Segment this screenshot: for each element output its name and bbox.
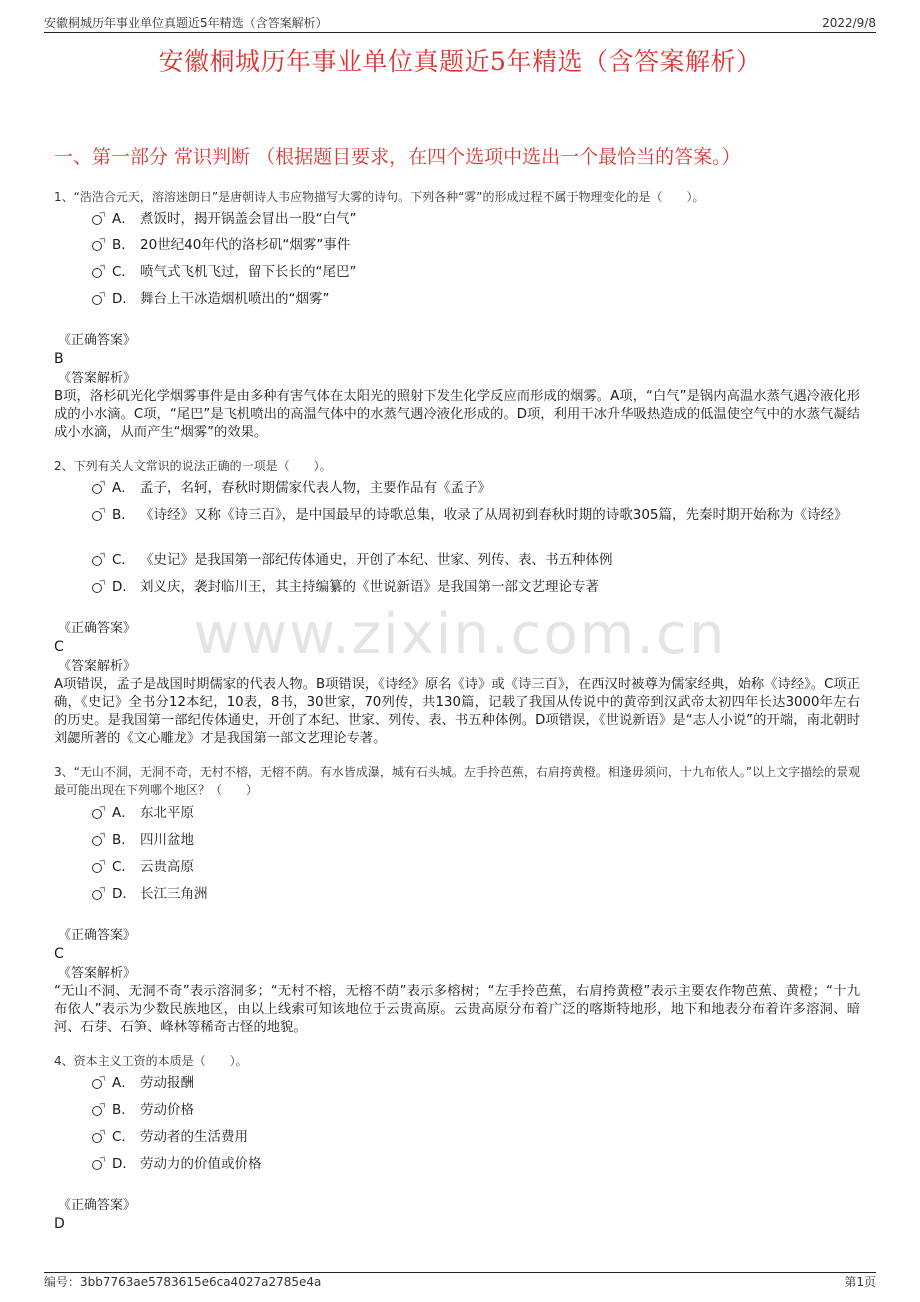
header-date: 2022/9/8 [822, 16, 876, 30]
question-1-answer: B [54, 351, 64, 367]
option-text: 舞台上干冰造烟机喷出的“烟雾” [140, 291, 330, 307]
footer-doc-id: 编号：3bb7763ae5783615e6ca4027a2785e4a [44, 1275, 322, 1289]
question-2-option-d[interactable] [92, 576, 872, 598]
option-letter: B． [112, 507, 135, 523]
analysis-label: 《答案解析》 [58, 659, 137, 674]
option-text: 劳动力的价值或价格 [140, 1156, 262, 1172]
radio-icon[interactable] [92, 511, 102, 521]
option-text: 长江三角洲 [140, 886, 208, 902]
option-letter: D． [112, 886, 136, 902]
question-2-text: 2、下列有关人文常识的说法正确的一项是（ ）。 [54, 459, 332, 473]
option-letter: C． [112, 1129, 135, 1145]
option-text: 云贵高原 [140, 859, 194, 875]
answer-label: 《正确答案》 [58, 928, 137, 943]
option-letter: B． [112, 832, 135, 848]
option-text: 劳动价格 [140, 1102, 194, 1118]
question-3-answer: C [54, 946, 64, 962]
question-3-analysis: “无山不洞、无洞不奇”表示溶洞多；“无村不榕，无榕不荫”表示多榕树；“左手拎芭蕉，右肩挎黄橙”表示主要农作物芭蕉、黄橙；“十九布依人”表示为少数民族地区，由以上线索可知该地位于云贵高原。云贵高原分布着广泛的喀斯特地形，地下和地表分布着许多溶洞、暗河、石芽、石笋、峰林等稀奇古怪的地貌。 [54, 984, 860, 1035]
option-text: 四川盆地 [140, 832, 194, 848]
option-letter: A． [112, 480, 135, 496]
analysis-label: 《答案解析》 [58, 966, 137, 981]
radio-icon[interactable] [92, 295, 102, 305]
watermark: www.zixin.com.cn [193, 602, 727, 667]
option-letter: A． [112, 805, 135, 821]
question-3-option-b[interactable] [92, 829, 872, 851]
question-2-option-b[interactable] [92, 504, 870, 526]
question-1-option-a[interactable] [92, 208, 872, 230]
option-text: 东北平原 [140, 805, 194, 821]
document-title: 安徽桐城历年事业单位真题近5年精选（含答案解析） [158, 47, 762, 76]
option-letter: B． [112, 1102, 135, 1118]
question-4-option-a[interactable] [92, 1072, 872, 1094]
radio-icon[interactable] [92, 241, 102, 251]
analysis-label: 《答案解析》 [58, 371, 137, 386]
radio-icon[interactable] [92, 890, 102, 900]
radio-icon[interactable] [92, 215, 102, 225]
option-text: 喷气式飞机飞过，留下长长的“尾巴” [140, 264, 357, 280]
option-text: 《诗经》又称《诗三百》，是中国最早的诗歌总集，收录了从周初到春秋时期的诗歌305篇，先秦时期开始称为《诗经》 [140, 507, 848, 523]
question-2-answer: C [54, 639, 64, 655]
option-text: 煮饭时，揭开锅盖会冒出一股“白气” [140, 211, 357, 227]
option-text: 20世纪40年代的洛杉矶“烟雾”事件 [140, 237, 351, 253]
radio-icon[interactable] [92, 863, 102, 873]
option-letter: B． [112, 237, 135, 253]
option-text: 劳动报酬 [140, 1075, 194, 1091]
answer-label: 《正确答案》 [58, 333, 137, 348]
radio-icon[interactable] [92, 1160, 102, 1170]
radio-icon[interactable] [92, 809, 102, 819]
question-4-option-d[interactable] [92, 1153, 872, 1175]
radio-icon[interactable] [92, 836, 102, 846]
answer-label: 《正确答案》 [58, 621, 137, 636]
option-letter: A． [112, 211, 135, 227]
page-header [44, 10, 876, 33]
question-1-option-d[interactable] [92, 288, 872, 310]
header-doc-title: 安徽桐城历年事业单位真题近5年精选（含答案解析） [44, 16, 328, 30]
question-1-analysis: B项，洛杉矶光化学烟雾事件是由多种有害气体在太阳光的照射下发生化学反应而形成的烟雾。A项，“白气”是锅内高温水蒸气遇冷液化形成的小水滴。C项，“尾巴”是飞机喷出的高温气体中的水蒸气遇冷液化形成的。D项，利用干冰升华吸热造成的低温使空气中的水蒸气凝结成小水滴，从而产生“烟雾”的效果。 [54, 389, 860, 440]
option-letter: D． [112, 1156, 136, 1172]
answer-label: 《正确答案》 [58, 1198, 137, 1213]
radio-icon[interactable] [92, 484, 102, 494]
question-1-text: 1、“浩浩合元天，溶溶迷朗日”是唐朝诗人韦应物描写大雾的诗句。下列各种“雾”的形成过程不属于物理变化的是（ ）。 [54, 190, 705, 204]
option-letter: A． [112, 1075, 135, 1091]
radio-icon[interactable] [92, 1106, 102, 1116]
option-text: 刘义庆，袭封临川王，其主持编纂的《世说新语》是我国第一部文艺理论专著 [140, 579, 599, 595]
radio-icon[interactable] [92, 1133, 102, 1143]
section-title: 一、第一部分 常识判断 （根据题目要求，在四个选项中选出一个最恰当的答案。） [54, 146, 741, 168]
question-3-option-d[interactable] [92, 883, 872, 905]
question-3-option-c[interactable] [92, 856, 872, 878]
option-letter: C． [112, 552, 135, 568]
option-text: 《史记》是我国第一部纪传体通史，开创了本纪、世家、列传、表、书五种体例 [140, 552, 613, 568]
question-1-option-c[interactable] [92, 261, 872, 283]
question-4-text: 4、资本主义工资的本质是（ ）。 [54, 1054, 248, 1068]
option-letter: C． [112, 264, 135, 280]
question-4-answer: D [54, 1216, 65, 1232]
option-text: 孟子，名轲，春秋时期儒家代表人物，主要作品有《孟子》 [140, 480, 491, 496]
option-letter: D． [112, 579, 136, 595]
question-4-option-b[interactable] [92, 1099, 872, 1121]
page-footer [44, 1272, 876, 1290]
question-2-analysis: A项错误，孟子是战国时期儒家的代表人物。B项错误，《诗经》原名《诗》或《诗三百》，在西汉时被尊为儒家经典，始称《诗经》。C项正确，《史记》全书分12本纪，10表，8书，30世家，70列传，共130篇，记载了我国从传说中的黄帝到汉武帝太初四年长达3000年左右的历史。是我国第一部纪传体通史，开创了本纪、世家、列传、表、书五种体例。D项错误，《世说新语》是“志人小说”的开端，南北朝时刘勰所著的《文心雕龙》才是我国第一部文艺理论专著。 [54, 677, 860, 746]
option-letter: C． [112, 859, 135, 875]
question-3-text: 3、“无山不洞，无洞不奇，无村不榕，无榕不荫。有水皆成瀑，城有石头城。左手拎芭蕉，右肩挎黄橙。相逢毋须问，十九布依人。”以上文字描绘的景观最可能出现在下列哪个地区？（ ） [54, 765, 861, 797]
radio-icon[interactable] [92, 1079, 102, 1089]
question-1-option-b[interactable] [92, 234, 872, 256]
question-4-option-c[interactable] [92, 1126, 872, 1148]
option-letter: D． [112, 291, 136, 307]
radio-icon[interactable] [92, 583, 102, 593]
question-2-option-a[interactable] [92, 477, 872, 499]
question-2-option-c[interactable] [92, 549, 872, 571]
option-text: 劳动者的生活费用 [140, 1129, 248, 1145]
radio-icon[interactable] [92, 268, 102, 278]
question-3-option-a[interactable] [92, 802, 872, 824]
radio-icon[interactable] [92, 556, 102, 566]
page-number: 第1页 [844, 1275, 876, 1289]
